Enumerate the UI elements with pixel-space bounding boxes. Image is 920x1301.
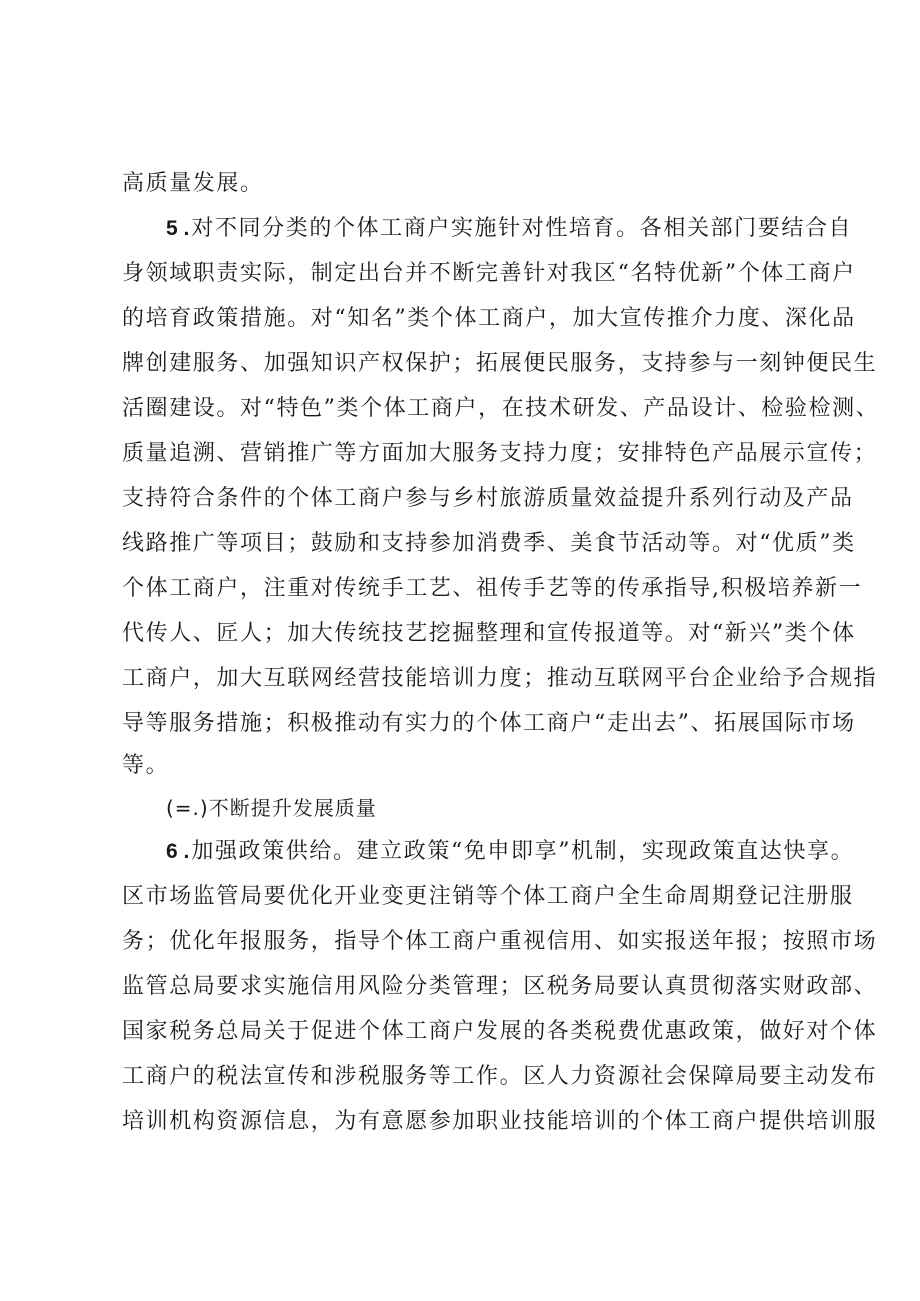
paragraph-line: 身领域职责实际，制定出台并不断完善针对我区“名特优新”个体工商户 bbox=[122, 261, 856, 286]
paragraph-line: 工商户的税法宣传和涉税服务等工作。区人力资源社会保障局要主动发布 bbox=[122, 1064, 878, 1089]
paragraph-line: 质量追溯、营销推广等方面加大服务支持力度；安排特色产品展示宣传； bbox=[122, 441, 878, 466]
paragraph-line: 导等服务措施；积极推动有实力的个体工商户“走出去”、拓展国际市场 bbox=[122, 711, 856, 736]
paragraph-line: 活圈建设。对“特色”类个体工商户，在技术研发、产品设计、检验检测、 bbox=[122, 396, 880, 421]
paragraph-line: 支持符合条件的个体工商户参与乡村旅游质量效益提升系列行动及产品 bbox=[122, 486, 854, 511]
paragraph-line: 线路推广等项目；鼓励和支持参加消费季、美食节活动等。对“优质”类 bbox=[122, 531, 856, 556]
paragraph-line bbox=[166, 830, 855, 874]
paragraph-line: 代传人、匠人；加大传统技艺挖掘整理和宣传报道等。对“新兴”类个体 bbox=[122, 621, 856, 646]
item-number: 6 . bbox=[166, 840, 190, 863]
paragraph-line: 培训机构资源信息，为有意愿参加职业技能培训的个体工商户提供培训服 bbox=[122, 1109, 878, 1134]
paragraph-line: 务；优化年报服务，指导个体工商户重视信用、如实报送年报；按照市场 bbox=[122, 929, 878, 954]
paragraph-line: 牌创建服务、加强知识产权保护；拓展便民服务，支持参与一刻钟便民生 bbox=[122, 351, 878, 376]
paragraph-line: 个体工商户，注重对传统手工艺、祖传手艺等的传承指导,积极培养新一 bbox=[122, 576, 863, 601]
paragraph-line: 国家税务总局关于促进个体工商户发展的各类税费优惠政策，做好对个体 bbox=[122, 1019, 878, 1044]
paragraph-line: 监管总局要求实施信用风险分类管理；区税务局要认真贯彻落实财政部、 bbox=[122, 974, 878, 999]
item-title: 加强政策供给。建立政策“免申即享”机制，实现政策直达快享。 bbox=[191, 839, 855, 864]
section-heading: (=.)不断提升发展质量 bbox=[166, 796, 377, 820]
paragraph-line: 高质量发展。 bbox=[122, 171, 264, 196]
paragraph-line: 的培育政策措施。对“知名”类个体工商户，加大宣传推介力度、深化品 bbox=[122, 306, 856, 331]
paragraph-line: 区市场监管局要优化开业变更注销等个体工商户全生命周期登记注册服 bbox=[122, 884, 854, 909]
paragraph-line: 等。 bbox=[122, 753, 170, 778]
paragraph-line bbox=[166, 207, 853, 251]
item-title: 对不同分类的个体工商户实施针对性培育。各相关部门要结合自 bbox=[191, 216, 853, 241]
item-number: 5 . bbox=[166, 217, 190, 240]
paragraph-line: 工商户，加大互联网经营技能培训力度；推动互联网平台企业给予合规指 bbox=[122, 666, 878, 691]
